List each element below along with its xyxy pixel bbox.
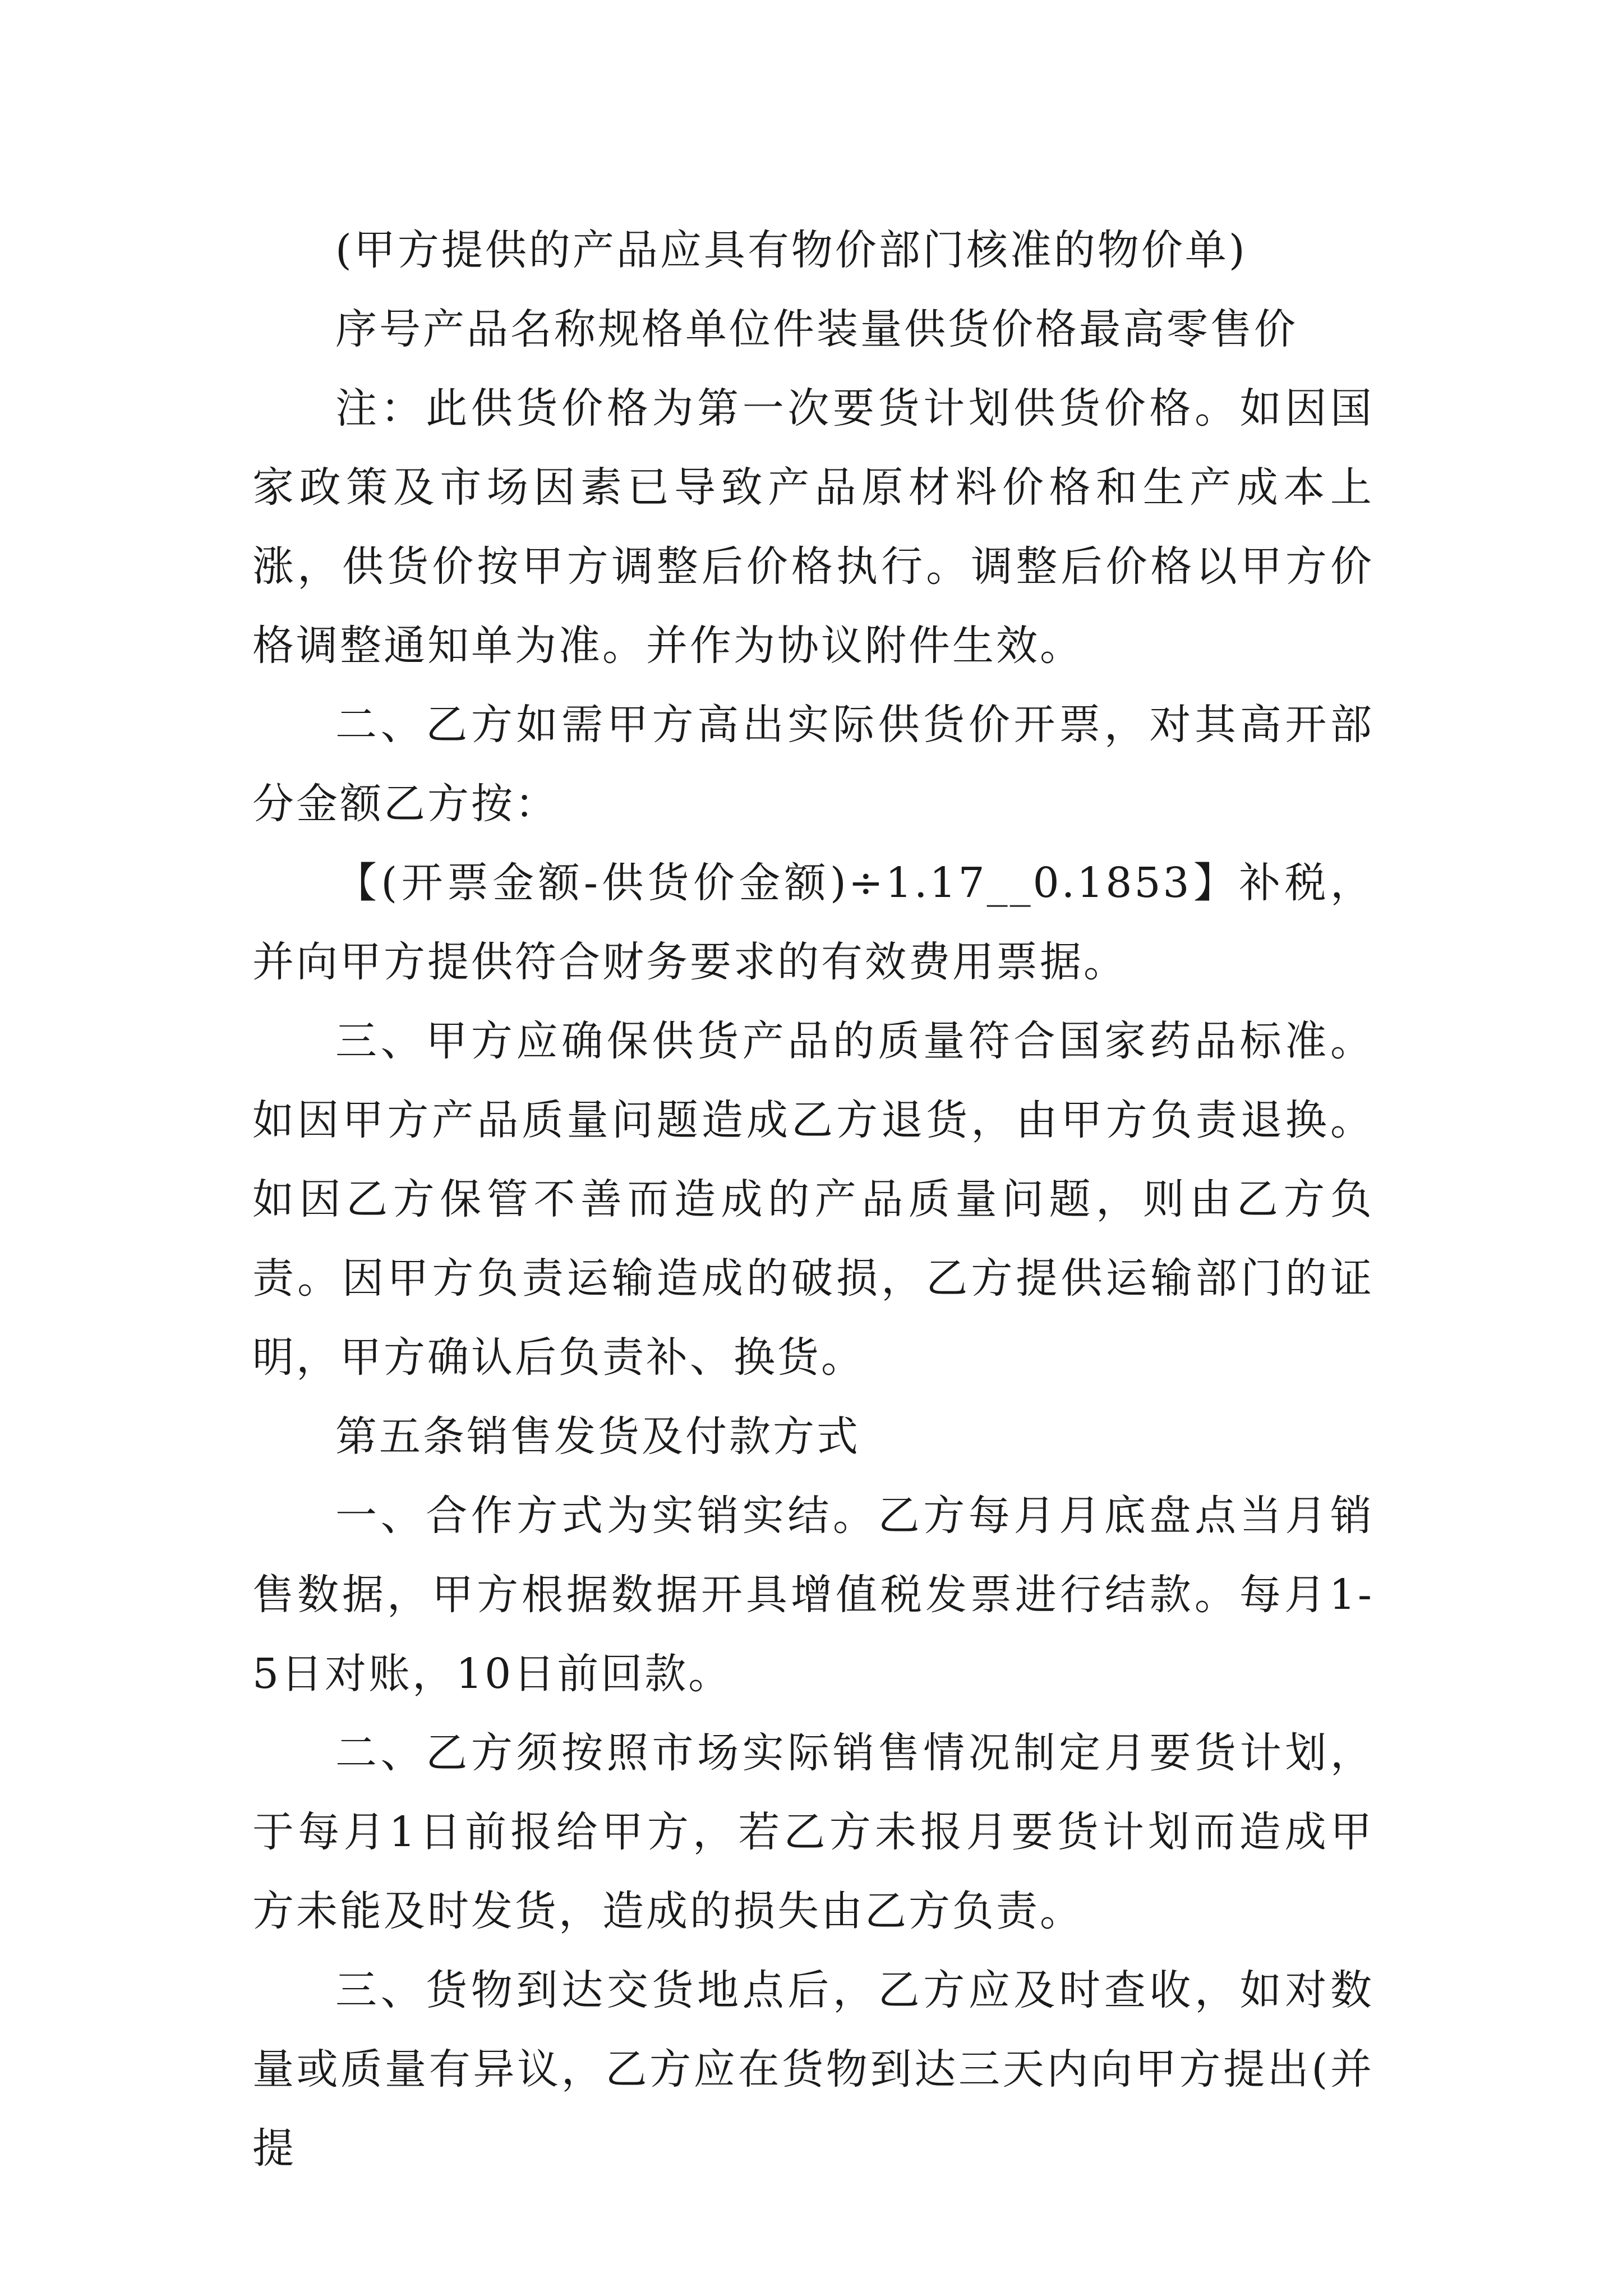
document-body	[252, 211, 1374, 2188]
paragraph-clause-2: 二、乙方如需甲方高出实际供货价开票，对其高开部分金额乙方按：	[252, 701, 1374, 828]
paragraph-article-5-clause-3: 三、货物到达交货地点后，乙方应及时查收，如对数量或质量有异议，乙方应在货物到达三天内向甲方提出(并提	[252, 1966, 1374, 2173]
paragraph-clause-3: 三、甲方应确保供货产品的质量符合国家药品标准。如因甲方产品质量问题造成乙方退货，由甲方负责退换。如因乙方保管不善而造成的产品质量问题，则由乙方负责。因甲方负责运输造成的破损，乙方提供运输部门的证明，甲方确认后负责补、换货。	[252, 1017, 1374, 1382]
paragraph-table-header: 序号产品名称规格单位件装量供货价格最高零售价	[335, 305, 1298, 353]
paragraph-article-5-clause-2: 二、乙方须按照市场实际销售情况制定月要货计划，于每月1日前报给甲方，若乙方未报月要货计划而造成甲方未能及时发货，造成的损失由乙方负责。	[252, 1729, 1374, 1935]
paragraph-tax-formula: 【(开票金额-供货价金额)÷1.17__0.1853】补税，并向甲方提供符合财务要求的有效费用票据。	[252, 859, 1374, 986]
section-heading-article-5: 第五条销售发货及付款方式	[335, 1412, 860, 1461]
paragraph-price-note: (甲方提供的产品应具有物价部门核准的物价单)	[335, 226, 1247, 274]
paragraph-supply-price-note: 注：此供货价格为第一次要货计划供货价格。如因国家政策及市场因素已导致产品原材料价格和生产成本上涨，供货价按甲方调整后价格执行。调整后价格以甲方价格调整通知单为准。并作为协议附件生效。	[252, 384, 1374, 670]
paragraph-article-5-clause-1: 一、合作方式为实销实结。乙方每月月底盘点当月销售数据，甲方根据数据开具增值税发票进行结款。每月1-5日对账，10日前回款。	[252, 1492, 1374, 1698]
